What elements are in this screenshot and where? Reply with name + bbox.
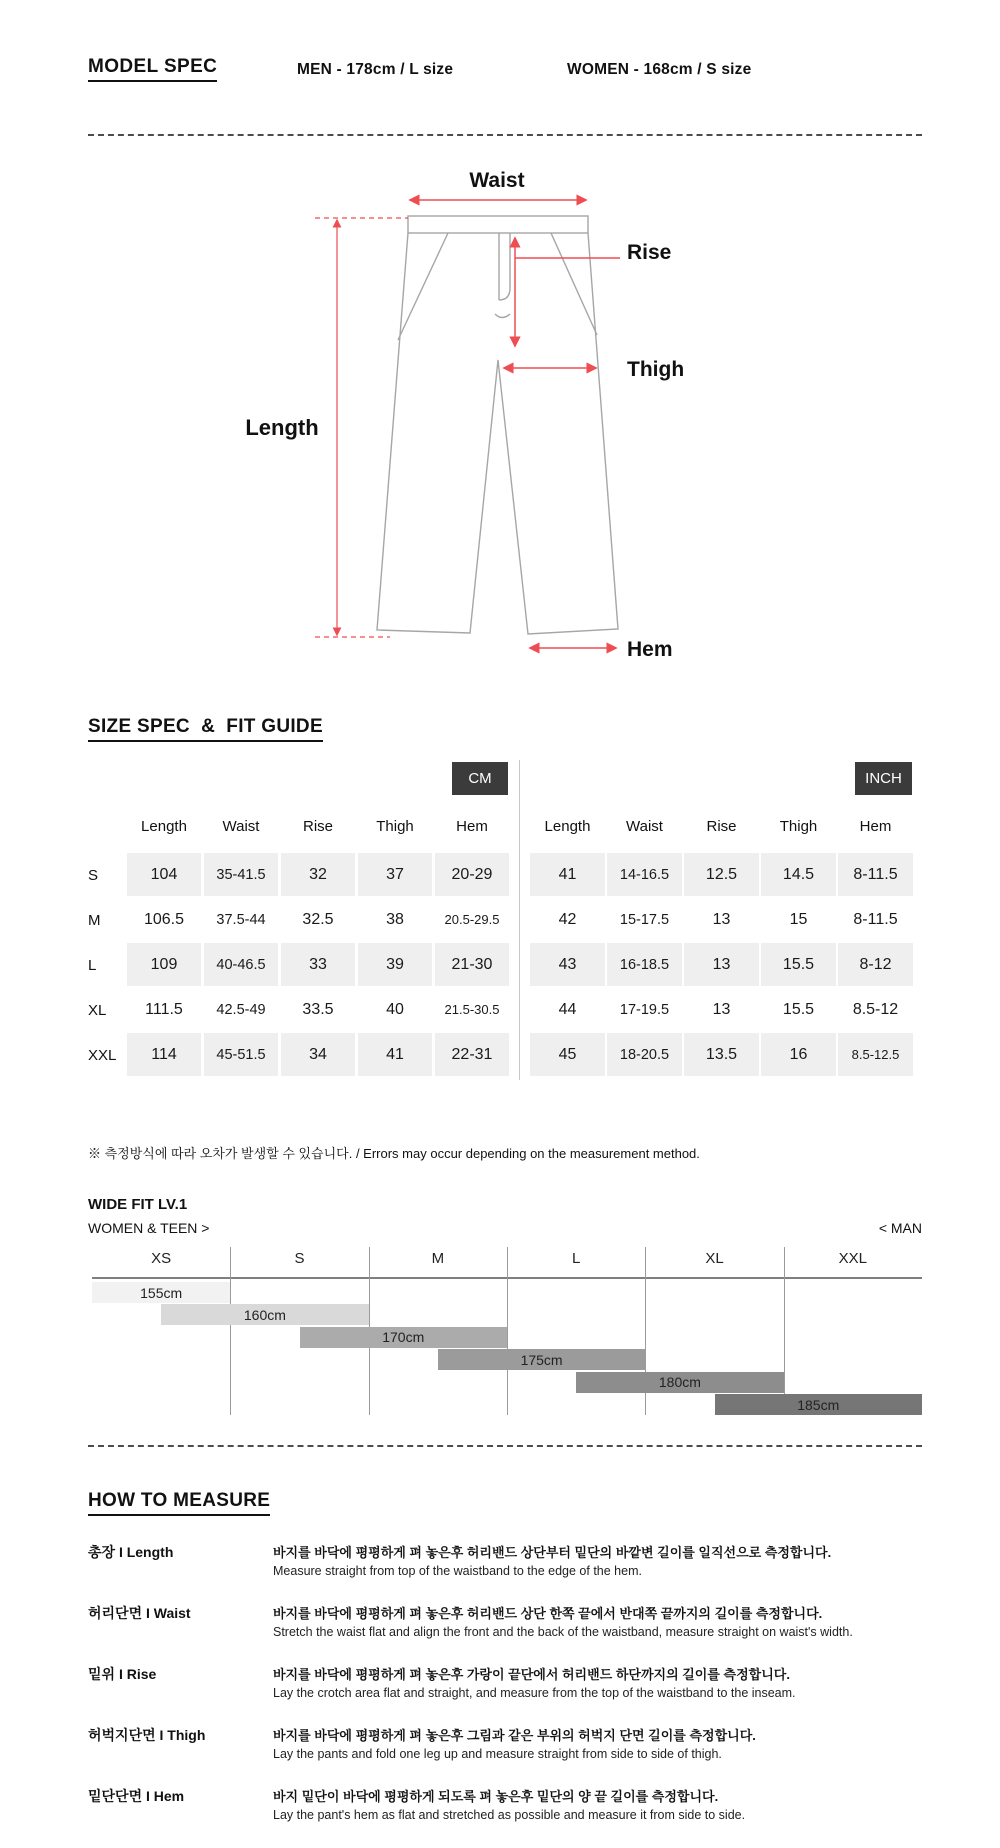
cm-size-cell: 35-41.5 bbox=[204, 853, 278, 896]
cm-size-cell: 20.5-29.5 bbox=[444, 912, 500, 927]
pants-outline bbox=[377, 216, 618, 634]
cm-size-cell: 38 bbox=[386, 910, 404, 928]
cm-size-cell: 37.5-44 bbox=[216, 911, 266, 928]
measure-arrows bbox=[315, 200, 620, 648]
size-row-label: XL bbox=[88, 1002, 107, 1019]
measure-desc-korean: 바지를 바닥에 평평하게 펴 놓은후 가랑이 끝단에서 허리밴드 하단까지의 길이를 측정합니다. bbox=[273, 1667, 790, 1682]
how-to-measure-title: HOW TO MEASURE bbox=[88, 1490, 270, 1516]
cm-size-cell: 34 bbox=[281, 1033, 355, 1076]
inch-size-cell: 13 bbox=[712, 910, 731, 928]
measure-item-label: 밑위 I Rise bbox=[88, 1666, 157, 1682]
cm-size-cell: 41 bbox=[358, 1033, 432, 1076]
fit-guide-right-label: < MAN bbox=[878, 1220, 922, 1236]
measure-desc-korean: 바지를 바닥에 평평하게 펴 놓은후 허리밴드 상단 한쪽 끝에서 반대쪽 끝까지의 길이를 측정합니다. bbox=[273, 1606, 823, 1621]
inch-table-header bbox=[530, 812, 915, 840]
inch-size-cell: 41 bbox=[530, 853, 605, 896]
inch-size-cell: 18-20.5 bbox=[607, 1033, 682, 1076]
inch-table-row bbox=[530, 988, 915, 1031]
measure-item-label: 총장 I Length bbox=[88, 1544, 174, 1560]
fit-size-label: M bbox=[431, 1249, 445, 1267]
fit-height-bar: 170cm bbox=[300, 1327, 508, 1348]
inch-size-cell: 16 bbox=[761, 1033, 836, 1076]
inch-table-row bbox=[530, 898, 915, 941]
inch-column-header: Length bbox=[544, 817, 591, 835]
inch-size-cell: 8-11.5 bbox=[838, 853, 913, 896]
cm-size-cell: 20-29 bbox=[435, 853, 509, 896]
inch-column-header: Rise bbox=[706, 817, 737, 835]
cm-column-header: Rise bbox=[302, 817, 333, 835]
pants-measurement-diagram bbox=[225, 140, 735, 675]
cm-table-row bbox=[127, 853, 512, 896]
cm-size-cell: 45-51.5 bbox=[204, 1033, 278, 1076]
inch-size-cell: 13.5 bbox=[684, 1033, 759, 1076]
cm-size-cell: 37 bbox=[358, 853, 432, 896]
cm-size-cell: 104 bbox=[127, 853, 201, 896]
inch-size-cell: 8.5-12.5 bbox=[838, 1033, 913, 1076]
measure-desc-english: Lay the pant's hem as flat and stretched as possible and measure it from side to side. bbox=[273, 1808, 746, 1822]
fit-height-bar: 180cm bbox=[576, 1372, 784, 1393]
inch-badge: INCH bbox=[855, 762, 912, 795]
cm-table-row bbox=[127, 988, 512, 1031]
cm-size-cell: 40-46.5 bbox=[204, 943, 278, 986]
fit-size-label: XXL bbox=[838, 1249, 867, 1267]
measure-desc-english: Stretch the waist flat and align the front and the back of the waistband, measure straight on waist's width. bbox=[273, 1625, 853, 1639]
size-label-column bbox=[88, 853, 116, 1078]
cm-size-cell: 111.5 bbox=[145, 1000, 183, 1018]
cm-size-cell: 33.5 bbox=[302, 1000, 334, 1018]
cm-table-header bbox=[127, 812, 512, 840]
size-row-label: L bbox=[88, 957, 97, 974]
measure-desc-english: Lay the pants and fold one leg up and measure straight from side to side of thigh. bbox=[273, 1747, 722, 1761]
cm-size-cell: 109 bbox=[127, 943, 201, 986]
measure-desc-korean: 바지를 바닥에 평평하게 펴 놓은후 그림과 같은 부위의 허벅지 단면 길이를 측정합니다. bbox=[273, 1728, 756, 1743]
fit-height-bar: 175cm bbox=[438, 1349, 646, 1370]
model-spec-title: MODEL SPEC bbox=[88, 56, 217, 82]
measurement-note: ※ 측정방식에 따라 오차가 발생할 수 있습니다. / Errors may occur depending on the measurement method. bbox=[88, 1146, 700, 1161]
cm-size-cell: 33 bbox=[281, 943, 355, 986]
inch-size-cell: 15 bbox=[789, 910, 808, 928]
cm-size-cell: 40 bbox=[386, 1000, 404, 1018]
cm-size-cell: 114 bbox=[127, 1033, 201, 1076]
inch-size-cell: 15.5 bbox=[761, 943, 836, 986]
inch-size-cell: 16-18.5 bbox=[607, 943, 682, 986]
inch-size-cell: 17-19.5 bbox=[619, 1001, 670, 1018]
cm-size-cell: 22-31 bbox=[435, 1033, 509, 1076]
fit-guide-left-label: WOMEN & TEEN > bbox=[88, 1220, 210, 1236]
cm-size-cell: 106.5 bbox=[143, 910, 185, 928]
table-divider bbox=[519, 760, 520, 1080]
measure-desc-english: Measure straight from top of the waistband to the edge of the hem. bbox=[273, 1564, 642, 1578]
inch-size-cell: 42 bbox=[558, 910, 577, 928]
cm-column-header: Thigh bbox=[376, 817, 414, 835]
cm-column-header: Waist bbox=[222, 817, 260, 835]
cm-table-row bbox=[127, 943, 512, 986]
inch-size-cell: 12.5 bbox=[684, 853, 759, 896]
cm-table-row bbox=[127, 1033, 512, 1076]
inch-table bbox=[530, 853, 915, 1078]
cm-size-cell: 39 bbox=[358, 943, 432, 986]
fit-column-divider bbox=[507, 1247, 508, 1415]
measure-desc-korean: 바지 밑단이 바닥에 평평하게 되도록 펴 놓은후 밑단의 양 끝 길이를 측정합니다. bbox=[273, 1789, 719, 1804]
model-spec-men: MEN - 178cm / L size bbox=[297, 61, 454, 78]
cm-column-header: Length bbox=[141, 817, 187, 835]
inch-size-cell: 43 bbox=[530, 943, 605, 986]
cm-table-row bbox=[127, 898, 512, 941]
inch-size-cell: 14-16.5 bbox=[607, 853, 682, 896]
size-row-label: S bbox=[88, 867, 99, 884]
cm-size-cell: 32.5 bbox=[302, 910, 334, 928]
divider-bottom bbox=[88, 1445, 922, 1447]
size-row-label: XXL bbox=[88, 1047, 117, 1064]
measure-desc-english: Lay the crotch area flat and straight, and measure from the top of the waistband to the inseam. bbox=[273, 1686, 796, 1700]
fit-height-bar: 155cm bbox=[92, 1282, 230, 1303]
inch-column-header: Thigh bbox=[779, 817, 818, 835]
cm-size-cell: 32 bbox=[281, 853, 355, 896]
inch-column-header: Hem bbox=[859, 817, 892, 835]
size-row-label: M bbox=[88, 912, 101, 929]
divider-top bbox=[88, 134, 922, 136]
diagram-thigh-label: Thigh bbox=[627, 358, 685, 381]
inch-size-cell: 14.5 bbox=[761, 853, 836, 896]
inch-size-cell: 8-11.5 bbox=[853, 910, 898, 928]
inch-column-header: Waist bbox=[626, 817, 663, 835]
diagram-rise-label: Rise bbox=[627, 241, 672, 264]
measure-item-label: 밑단단면 I Hem bbox=[88, 1788, 185, 1804]
diagram-hem-label: Hem bbox=[627, 638, 673, 661]
inch-size-cell: 8.5-12 bbox=[852, 1000, 899, 1018]
fit-size-label: L bbox=[571, 1249, 581, 1267]
cm-badge: CM bbox=[452, 762, 508, 795]
measure-desc-korean: 바지를 바닥에 평평하게 펴 놓은후 허리밴드 상단부터 밑단의 바깥변 길이를 일직선으로 측정합니다. bbox=[273, 1545, 832, 1560]
model-spec-women: WOMEN - 168cm / S size bbox=[567, 61, 752, 78]
fit-column-divider bbox=[230, 1247, 231, 1415]
cm-size-cell: 21.5-30.5 bbox=[444, 1002, 500, 1017]
inch-size-cell: 15.5 bbox=[782, 1000, 815, 1018]
fit-height-bar: 160cm bbox=[161, 1304, 369, 1325]
diagram-waist-label: Waist bbox=[469, 169, 525, 192]
fit-column-divider bbox=[784, 1247, 785, 1415]
inch-table-row bbox=[530, 853, 915, 896]
inch-size-cell: 15-17.5 bbox=[619, 911, 670, 928]
inch-table-row bbox=[530, 943, 915, 986]
inch-size-cell: 45 bbox=[530, 1033, 605, 1076]
diagram-length-label: Length bbox=[245, 415, 319, 440]
cm-size-cell: 21-30 bbox=[435, 943, 509, 986]
cm-size-cell: 42.5-49 bbox=[216, 1001, 266, 1018]
inch-size-cell: 44 bbox=[558, 1000, 577, 1018]
fit-size-label: S bbox=[294, 1249, 305, 1267]
inch-table-row bbox=[530, 1033, 915, 1076]
measure-item-label: 허리단면 I Waist bbox=[88, 1605, 191, 1621]
cm-column-header: Hem bbox=[456, 817, 488, 835]
fit-size-label: XS bbox=[151, 1249, 172, 1267]
fit-height-bar: 185cm bbox=[715, 1394, 923, 1415]
fit-guide-title: WIDE FIT LV.1 bbox=[88, 1196, 188, 1213]
size-spec-title: SIZE SPEC & FIT GUIDE bbox=[88, 716, 323, 742]
inch-size-cell: 8-12 bbox=[838, 943, 913, 986]
measure-item-label: 허벅지단면 I Thigh bbox=[88, 1727, 206, 1743]
fit-guide-chart bbox=[92, 1245, 922, 1417]
cm-table bbox=[127, 853, 512, 1078]
fit-size-label: XL bbox=[705, 1249, 724, 1267]
inch-size-cell: 13 bbox=[712, 1000, 731, 1018]
inch-size-cell: 13 bbox=[684, 943, 759, 986]
